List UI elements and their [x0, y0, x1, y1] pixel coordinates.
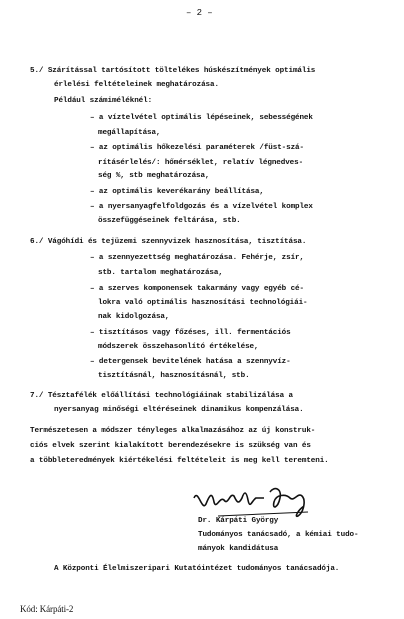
closing-paragraph: ciós elvek szerint kialakított berendezésekre is szükség van és	[30, 442, 311, 450]
section-6-item: – a szennyezettség meghatározása. Fehérje, zsír,	[90, 254, 304, 262]
closing-paragraph: Természetesen a módszer tényleges alkalmazásához az új konstruk-	[30, 427, 316, 435]
page-number: – 2 –	[186, 8, 213, 18]
section-6-item: – detergensek bevitelének hatása a szennyvíz-	[90, 358, 291, 366]
section-6-item: stb. tartalom meghatározása,	[98, 269, 223, 277]
document-code: Kód: Kárpáti-2	[20, 604, 74, 614]
signatory-title-cont: mányok kandidátusa	[198, 545, 279, 553]
section-5-item: – a nyersanyagfelfoldgozás és a vízelvétel komplex	[90, 203, 313, 211]
section-5-item: rításérlelés/: hőmérséklet, relatív légnedves-	[98, 159, 304, 167]
section-5-item: – az optimális hőkezelési paraméterek /füst-szá-	[90, 144, 304, 152]
section-5-heading-cont: érlelési feltételeinek meghatározása.	[54, 81, 219, 89]
section-7-heading: 7./ Tésztafélék előállítási technológiáinak stabilizálása a	[30, 392, 293, 400]
section-6-heading: 6./ Vágóhídi és tejüzemi szennyvizek hasznosítása, tisztítása.	[30, 238, 307, 246]
section-5-item: összefüggéseinek feltárása, stb.	[98, 217, 241, 225]
signatory-name: Dr. Kárpáti György	[198, 517, 279, 525]
section-5-item: – az optimális keverékarány beállítása,	[90, 188, 264, 196]
institution-line: A Központi Élelmiszeripari Kutatóintézet tudományos tanácsadója.	[54, 565, 340, 573]
section-6-item: lokra való optimális hasznosítási technológiái-	[98, 299, 308, 307]
section-5-item: ség %, stb meghatározása,	[98, 172, 210, 180]
section-6-item: módszerek összehasonlító értékelése,	[98, 343, 259, 351]
closing-paragraph: a többleteredmények kiértékelési feltételeit is meg kell teremteni.	[30, 457, 329, 465]
section-7-heading-cont: nyersanyag minőségi eltéréseinek dinamikus kompenzálása.	[54, 406, 304, 414]
section-5-item: megállapítása,	[98, 129, 161, 137]
section-6-item: nak kidolgozása,	[98, 313, 170, 321]
signatory-title: Tudományos tanácsadó, a kémiai tudo-	[198, 531, 359, 539]
section-5-heading: 5./ Szárítással tartósított töltelékes húskészítmények optimális	[30, 67, 316, 75]
section-5-item: – a víztelvétel optimális lépéseinek, sebességének	[90, 114, 313, 122]
section-6-item: – tisztításos vagy főzéses, ill. fermentációs	[90, 329, 291, 337]
section-5-intro: Például számiméléknél:	[54, 97, 153, 105]
section-6-item: – a szerves komponensek takarmány vagy egyéb cé-	[90, 285, 304, 293]
section-6-item: tisztításnál, hasznosításnál, stb.	[98, 372, 250, 380]
